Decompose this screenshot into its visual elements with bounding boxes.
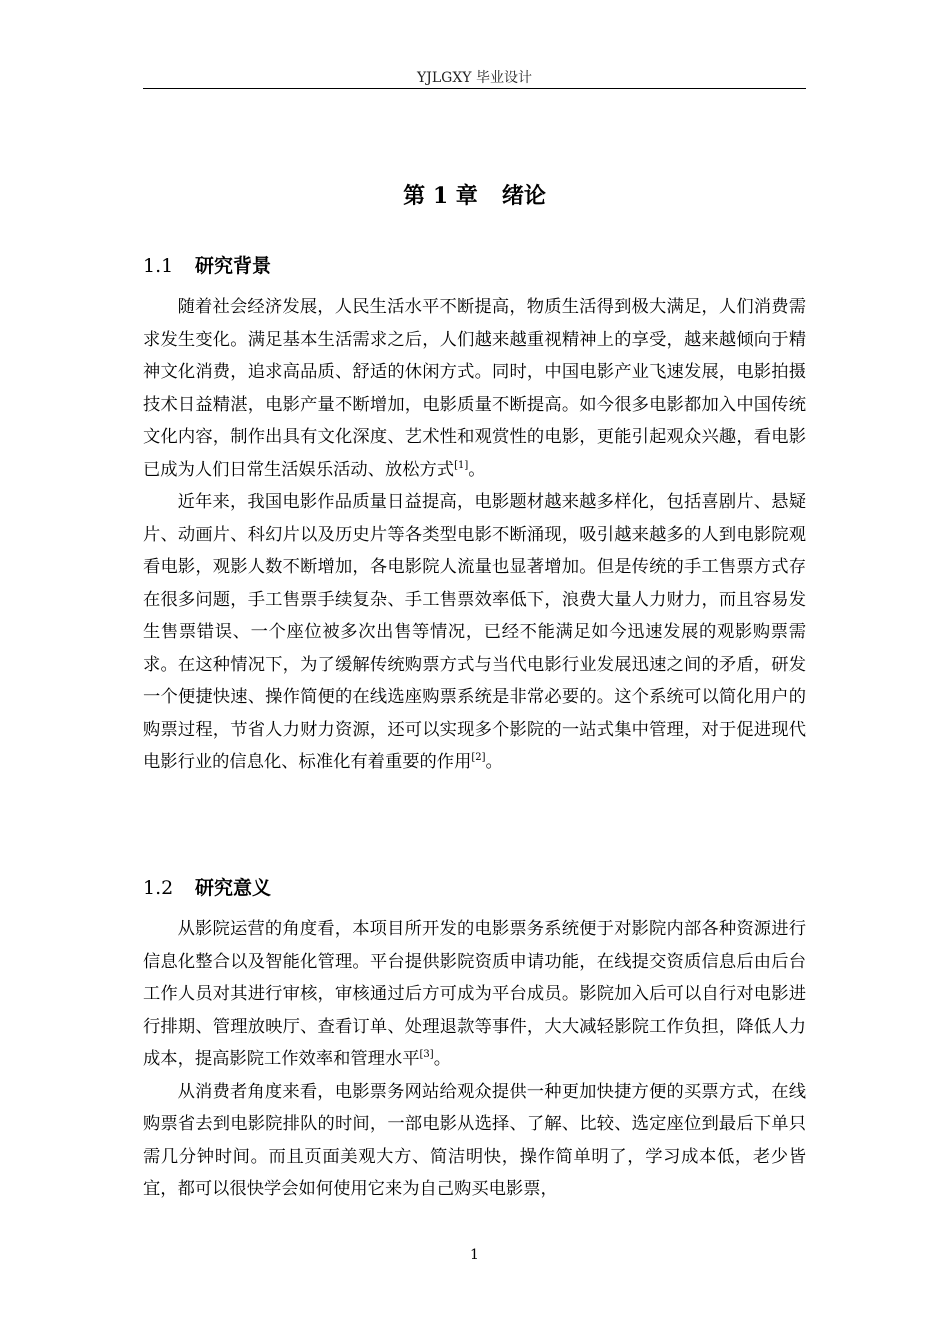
header-rule [143, 88, 806, 89]
paragraph-text: 近年来，我国电影作品质量日益提高，电影题材越来越多样化，包括喜剧片、悬疑片、动画片、科幻片以及历史片等各类型电影不断涌现，吸引越来越多的人到电影院观看电影，观影人数不断增加，各电影院人流量也显著增加。但是传统的手工售票方式存在很多问题，手工售票手续复杂、手工售票效率低下，浪费大量人力财力，而且容易发生售票错误、一个座位被多次出售等情况，已经不能满足如今迅速发展的观影购票需求。在这种情况下，为了缓解传统购票方式与当代电影行业发展迅速之间的矛盾，研发一个便捷快速、操作简便的在线选座购票系统是非常必要的。这个系统可以简化用户的购票过程，节省人力财力资源，还可以实现多个影院的一站式集中管理，对于促进现代电影行业的信息化、标准化有着重要的作用 [143, 492, 806, 772]
paragraph-text: 从影院运营的角度看，本项目所开发的电影票务系统便于对影院内部各种资源进行信息化整合以及智能化管理。平台提供影院资质申请功能，在线提交资质信息后由后台工作人员对其进行审核，审核通过后方可成为平台成员。影院加入后可以自行对电影进行排期、管理放映厅、查看订单、处理退款等事件，大大减轻影院工作负担，降低人力成本，提高影院工作效率和管理水平 [143, 919, 806, 1069]
section-number: 1.1 [143, 255, 174, 277]
paragraph-end: 。 [433, 1049, 451, 1069]
citation: [2] [471, 752, 486, 764]
paragraph-end: 。 [485, 752, 503, 772]
section-title: 研究意义 [195, 877, 272, 899]
page-number: 1 [470, 1247, 479, 1263]
page-header: YJLGXY 毕业设计 [417, 70, 532, 86]
section-body-1-2 [143, 913, 806, 1206]
paragraph-text: 从消费者角度来看，电影票务网站给观众提供一种更加快捷方便的买票方式，在线购票省去到电影院排队的时间，一部电影从选择、了解、比较、选定座位到最后下单只需几分钟时间。而且页面美观大方、简洁明快，操作简单明了，学习成本低，老少皆宜，都可以很快学会如何使用它来为自己购买电影票， [143, 1081, 806, 1199]
section-heading-1-2 [143, 874, 806, 902]
citation: [3] [419, 1049, 434, 1061]
paragraph [143, 486, 806, 779]
section-title: 研究背景 [195, 255, 272, 277]
paragraph [143, 291, 806, 486]
paragraph [143, 913, 806, 1076]
chapter-title [143, 180, 806, 212]
paragraph [143, 1076, 806, 1206]
section-number: 1.2 [143, 877, 174, 899]
section-heading-1-1 [143, 252, 806, 280]
chapter-number: 第 1 章 [403, 183, 478, 209]
section-body-1-1 [143, 291, 806, 779]
paragraph-end: 。 [468, 459, 486, 480]
chapter-name: 绪论 [501, 183, 546, 209]
citation: [1] [454, 459, 469, 471]
paragraph-text: 随着社会经济发展，人民生活水平不断提高，物质生活得到极大满足，人们消费需求发生变化。满足基本生活需求之后，人们越来越重视精神上的享受，越来越倾向于精神文化消费，追求高品质、舒适的休闲方式。同时，中国电影产业飞速发展，电影拍摄技术日益精湛，电影产量不断增加，电影质量不断提高。如今很多电影都加入中国传统文化内容，制作出具有文化深度、艺术性和观赏性的电影，更能引起观众兴趣，看电影已成为人们日常生活娱乐活动、放松方式 [143, 297, 806, 480]
